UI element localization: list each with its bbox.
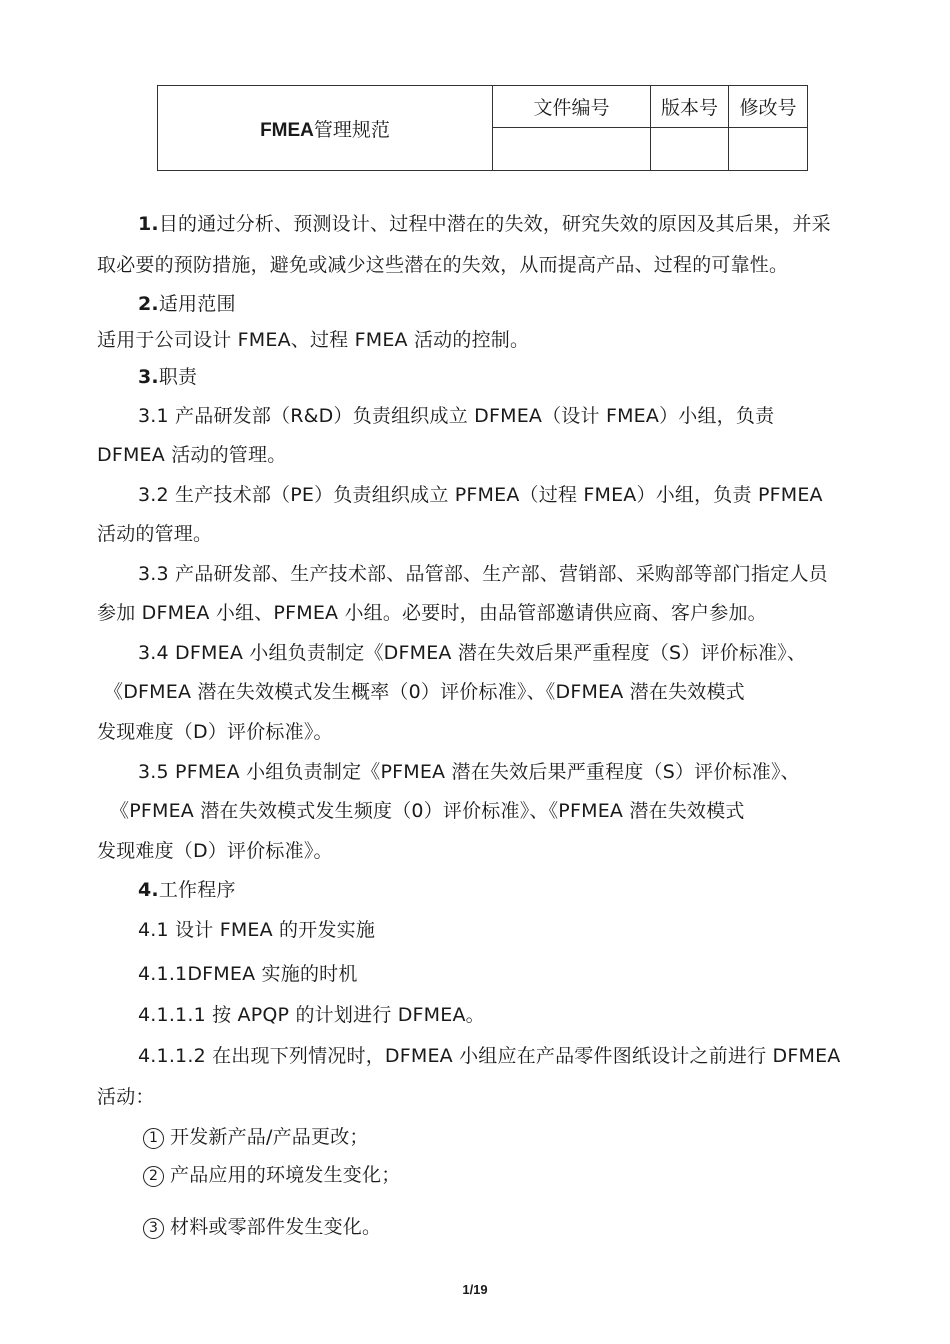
file-number-value [493,128,651,171]
section-4-1: 4.1 设计 FMEA 的开发实施 [138,919,376,941]
section-3-3-line-2: 参加 DFMEA 小组、PFMEA 小组。必要时，由品管部邀请供应商、客户参加。 [97,602,767,624]
document-title-cn: 管理规范 [313,118,390,141]
section-4-1-1: 4.1.1DFMEA 实施的时机 [138,963,358,985]
revision-value [729,128,808,171]
document-title [158,86,493,171]
circled-number-2: 2 [143,1166,164,1187]
section-3-5-line-3: 发现难度（D）评价标准》。 [97,840,333,862]
document-header-table [157,85,808,171]
section-2-heading [138,292,236,316]
section-1-line-2: 取必要的预防措施，避免或减少这些潜在的失效，从而提高产品、过程的可靠性。 [97,254,789,276]
list-item [143,1215,381,1239]
section-4-1-1-1: 4.1.1.1 按 APQP 的计划进行 DFMEA。 [138,1004,485,1026]
section-3-4-line-1: 3.4 DFMEA 小组负责制定《DFMEA 潜在失效后果严重程度（S）评价标准》、 [138,642,807,664]
section-3-3-line-1: 3.3 产品研发部、生产技术部、品管部、生产部、营销部、采购部等部门指定人员 [138,563,828,585]
section-4-1-1-2-line-2: 活动： [97,1086,155,1108]
section-3-4-line-2: 《DFMEA 潜在失效模式发生概率（0）评价标准》、《DFMEA 潜在失效模式 [104,681,745,703]
section-3-5-line-1: 3.5 PFMEA 小组负责制定《PFMEA 潜在失效后果严重程度（S）评价标准》、 [138,761,800,783]
section-3-2-line-1: 3.2 生产技术部（PE）负责组织成立 PFMEA（过程 FMEA）小组，负责 PFMEA [138,484,823,506]
list-item-text: 材料或零部件发生变化。 [170,1216,382,1238]
section-1-number: 1. [138,213,159,235]
section-2-text: 适用于公司设计 FMEA、过程 FMEA 活动的控制。 [97,329,530,351]
section-3-5-line-2: 《PFMEA 潜在失效模式发生频度（0）评价标准》、《PFMEA 潜在失效模式 [110,800,745,822]
list-item-text: 开发新产品/产品更改； [170,1126,369,1148]
section-4-1-1-2-line-1: 4.1.1.2 在出现下列情况时，DFMEA 小组应在产品零件图纸设计之前进行 DFMEA [138,1045,841,1067]
document-title-latin: FMEA [260,119,314,141]
list-item-text: 产品应用的环境发生变化； [170,1164,401,1186]
list-item [143,1163,400,1187]
section-1-line-1 [138,212,831,236]
section-3-heading [138,365,197,389]
section-3-2-line-2: 活动的管理。 [97,523,213,545]
section-1-text-1: 目的通过分析、预测设计、过程中潜在的失效，研究失效的原因及其后果，并采 [158,213,831,235]
section-2-title: 适用范围 [158,293,236,315]
version-header: 版本号 [651,86,729,128]
circled-number-3: 3 [143,1218,164,1239]
section-4-title: 工作程序 [158,879,236,901]
section-3-1-line-2: DFMEA 活动的管理。 [97,444,287,466]
section-4-heading [138,878,236,902]
version-value [651,128,729,171]
section-4-number: 4. [138,879,159,901]
circled-number-1: 1 [143,1128,164,1149]
revision-header: 修改号 [729,86,808,128]
file-number-header: 文件编号 [493,86,651,128]
section-2-number: 2. [138,293,159,315]
list-item [143,1125,369,1149]
section-3-title: 职责 [158,366,198,388]
section-3-1-line-1: 3.1 产品研发部（R&D）负责组织成立 DFMEA（设计 FMEA）小组，负责 [138,405,775,427]
section-3-number: 3. [138,366,159,388]
page-number: 1/19 [462,1282,488,1297]
section-3-4-line-3: 发现难度（D）评价标准》。 [97,721,333,743]
